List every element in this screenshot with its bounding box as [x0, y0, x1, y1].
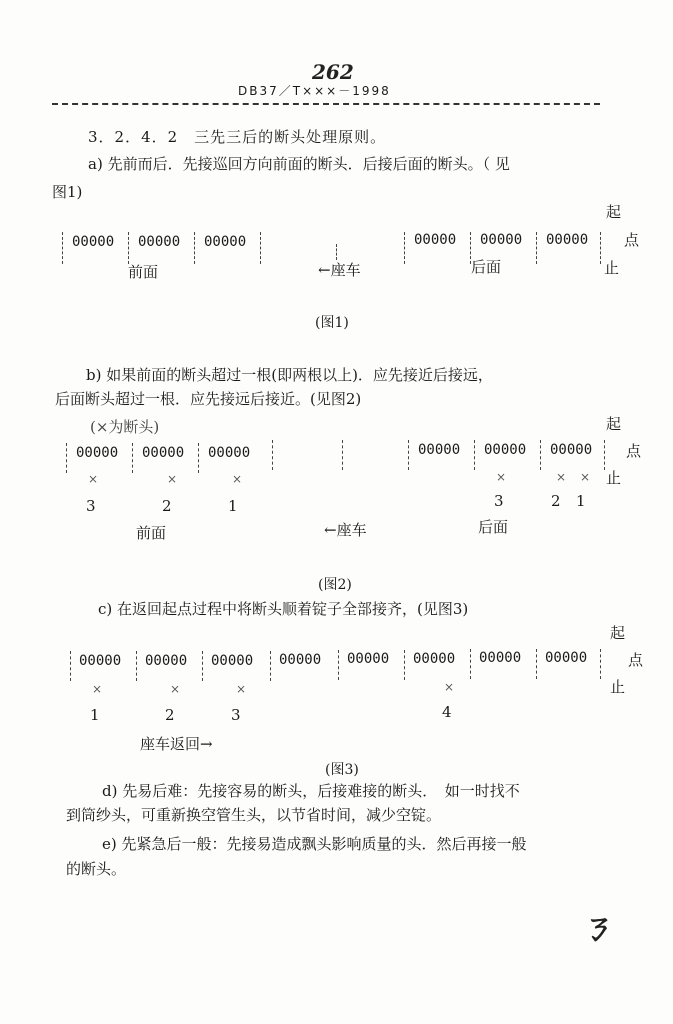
fig3-side-dian: 点 — [628, 651, 644, 669]
para-e-line2: 的断头。 — [66, 860, 127, 878]
para-b-line1: b) 如果前面的断头超过一根(即两根以上)．应先接近后接远， — [86, 366, 493, 384]
section-title: 3．2．4．2 三先三后的断头处理原则。 — [88, 128, 387, 146]
handwritten-page-number: 262 — [312, 60, 354, 84]
fig3-caption: (图3) — [325, 762, 359, 778]
fig1-divider — [194, 232, 195, 264]
fig3-side-zhi: 止 — [610, 678, 626, 696]
fig3-divider — [202, 651, 203, 681]
fig1-divider — [536, 232, 537, 264]
fig1-caption: (图1) — [315, 315, 349, 331]
fig2-side-qi: 起 — [606, 415, 622, 433]
para-b-line2: 后面断头超过一根．应先接远后接近。(见图2) — [55, 390, 362, 408]
fig2-break-mark: × — [232, 472, 243, 486]
fig2-divider — [198, 443, 199, 473]
fig1-cell: 00000 — [204, 234, 247, 250]
para-a-line2: 图1) — [52, 183, 83, 201]
fig3-order-number: 3 — [231, 706, 241, 724]
fig3-cell: 00000 — [211, 653, 254, 669]
fig2-divider — [132, 443, 133, 473]
fig3-label-car: 座车返回→ — [140, 735, 213, 753]
fig3-divider — [600, 649, 601, 679]
fig2-order-number: 1 — [576, 492, 586, 510]
fig3-order-number: 4 — [442, 703, 452, 721]
fig1-cell: 00000 — [546, 232, 589, 248]
standard-number-header: DB37／T×××－1998 — [238, 84, 391, 98]
fig1-divider — [128, 232, 129, 264]
fig2-divider — [272, 440, 273, 470]
fig3-cell: 00000 — [413, 651, 456, 667]
fig1-cell: 00000 — [480, 232, 523, 248]
fig2-cell: 00000 — [76, 445, 119, 461]
fig2-label-car: ←座车 — [324, 521, 367, 539]
fig3-divider — [70, 651, 71, 681]
fig3-divider — [270, 651, 271, 681]
fig1-cell: 00000 — [414, 232, 457, 248]
fig1-divider — [600, 232, 601, 264]
fig3-divider — [338, 650, 339, 680]
para-c: c) 在返回起点过程中将断头顺着锭子全部接齐，(见图3) — [98, 600, 469, 618]
fig2-order-number: 3 — [494, 492, 504, 510]
fig2-order-number: 1 — [228, 497, 238, 515]
fig3-break-mark: × — [236, 682, 247, 696]
fig2-cell: 00000 — [484, 442, 527, 458]
fig2-side-zhi: 止 — [606, 469, 622, 487]
fig3-cell: 00000 — [347, 651, 390, 667]
para-a-line1: a) 先前而后．先接巡回方向前面的断头．后接后面的断头。（ 见 — [88, 155, 510, 173]
fig2-divider — [474, 440, 475, 470]
fig3-break-mark: × — [444, 680, 455, 694]
fig1-divider — [404, 232, 405, 264]
fig3-cell: 00000 — [479, 650, 522, 666]
fig1-side-dian: 点 — [624, 231, 640, 249]
fig1-divider — [62, 232, 63, 264]
fig2-break-mark: × — [556, 470, 567, 484]
fig2-break-mark: × — [580, 470, 591, 484]
fig2-label-back: 后面 — [478, 518, 509, 536]
fig2-divider — [408, 440, 409, 470]
fig1-side-zhi: 止 — [604, 259, 620, 277]
fig3-divider — [536, 649, 537, 679]
fig1-divider — [336, 244, 337, 260]
fig1-label-back: 后面 — [471, 258, 502, 276]
para-d-line2: 到筒纱头，可重新换空管生头，以节省时间，减少空锭。 — [66, 806, 442, 824]
fig1-cell: 00000 — [72, 234, 115, 250]
fig2-cell: 00000 — [418, 442, 461, 458]
fig2-order-number: 2 — [162, 497, 172, 515]
fig2-divider — [342, 440, 343, 470]
fig3-divider — [404, 650, 405, 680]
fig3-cell: 00000 — [145, 653, 188, 669]
fig3-cell: 00000 — [545, 650, 588, 666]
fig1-label-front: 前面 — [128, 263, 159, 281]
fig2-cell: 00000 — [208, 445, 251, 461]
fig3-order-number: 1 — [90, 706, 100, 724]
fig2-order-number: 3 — [86, 497, 96, 515]
fig1-side-qi: 起 — [606, 203, 622, 221]
fig3-side-qi: 起 — [610, 624, 626, 642]
fig2-cell: 00000 — [142, 445, 185, 461]
fig1-label-car: ←座车 — [318, 261, 361, 279]
fig3-divider — [136, 651, 137, 681]
fig2-divider — [66, 443, 67, 473]
fig3-break-mark: × — [170, 682, 181, 696]
fig1-divider — [260, 232, 261, 264]
fig3-cell: 00000 — [79, 653, 122, 669]
fig2-break-mark: × — [88, 472, 99, 486]
fig2-side-dian: 点 — [626, 442, 642, 460]
fig3-cell: 00000 — [279, 652, 322, 668]
fig2-cell: 00000 — [550, 442, 593, 458]
para-e-line1: e) 先紧急后一般：先接易造成飘头影响质量的头．然后再接一般 — [102, 835, 527, 853]
handwritten-mark: ㄋ — [578, 908, 612, 948]
header-divider — [52, 103, 600, 105]
fig2-break-mark: × — [167, 472, 178, 486]
fig2-order-number: 2 — [551, 492, 561, 510]
para-d-line1: d) 先易后难：先接容易的断头，后接难接的断头． 如一时找不 — [102, 782, 520, 800]
fig2-label-front: 前面 — [136, 524, 167, 542]
fig1-cell: 00000 — [138, 234, 181, 250]
fig2-divider — [604, 440, 605, 470]
fig2-caption: (图2) — [318, 577, 352, 593]
fig3-break-mark: × — [92, 682, 103, 696]
fig3-order-number: 2 — [165, 706, 175, 724]
fig3-divider — [470, 649, 471, 679]
fig2-legend: (×为断头) — [90, 418, 160, 436]
fig2-divider — [540, 440, 541, 470]
fig2-break-mark: × — [496, 470, 507, 484]
